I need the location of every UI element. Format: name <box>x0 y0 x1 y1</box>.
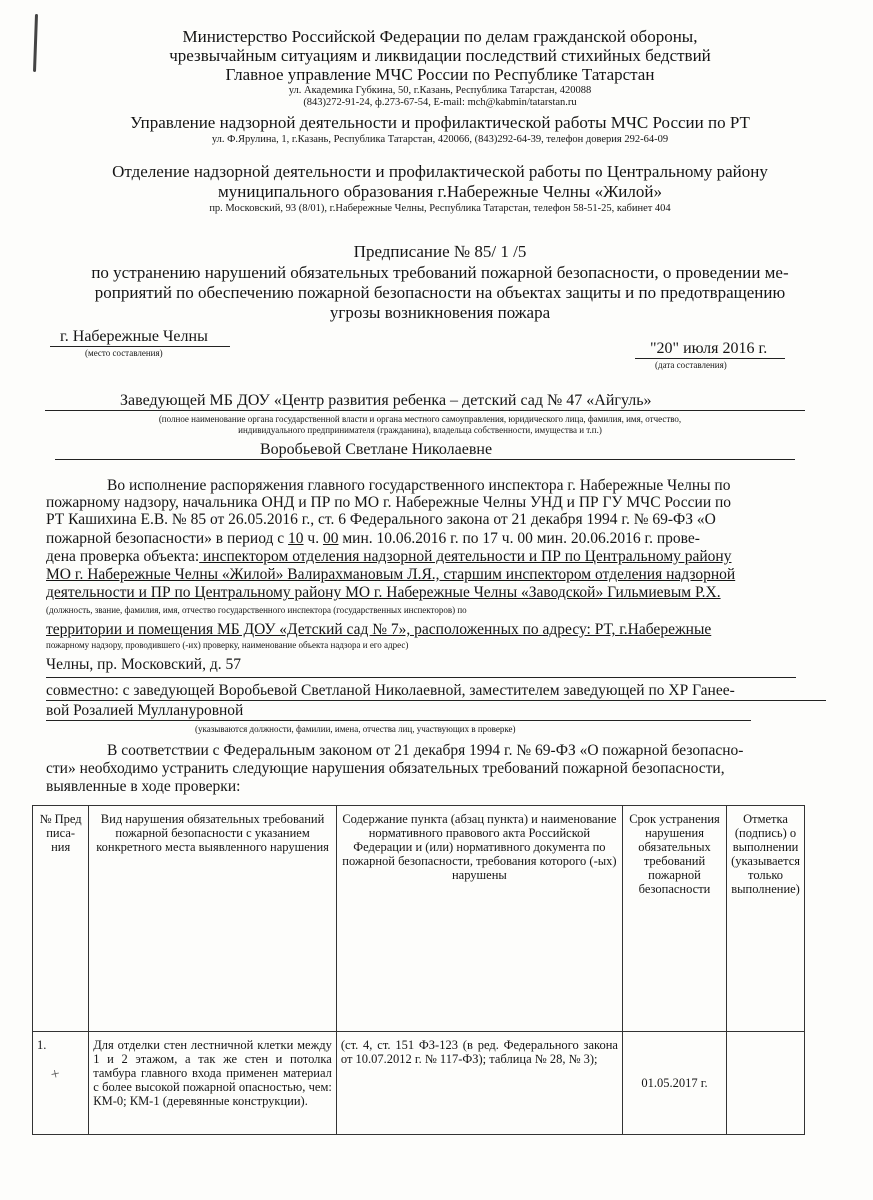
joint-line-1: совместно: с заведующей Воробьевой Светланой Николаевной, заместителем заведующей по ХР Ганее- <box>46 682 735 699</box>
para1-line5: дена проверка объекта: инспектором отделения надзорной деятельности и ПР по Центральному району <box>46 548 732 565</box>
header-violation: Вид нарушения обязательных требований пожарной безопасности с указанием конкретного места выявленного нарушения <box>89 806 337 1032</box>
ministry-line-2: чрезвычайным ситуациям и ликвидации последствий стихийных бедствий <box>169 46 711 65</box>
main-department: Главное управление МЧС России по Республике Татарстан <box>225 65 655 84</box>
para1-line3: РТ Кашихина Е.В. № 85 от 26.05.2016 г., ст. 6 Федерального закона от 21 декабря 1994 г. № 69-ФЗ «О <box>46 511 716 528</box>
inspector-caption-1: (должность, звание, фамилия, имя, отчество государственного инспектора (государственных инспекторов) по <box>46 605 467 615</box>
subject-line-1: по устранению нарушений обязательных требований пожарной безопасности, о проведении ме- <box>91 263 789 282</box>
place-caption: (место составления) <box>85 348 163 358</box>
table-header-row <box>33 806 805 1032</box>
para1-line6: МО г. Набережные Челны «Жилой» Валирахмановым Л.Я., старшим инспектором отделения надзорной <box>46 566 736 583</box>
para1-line7: деятельности и ПР по Центральному району МО г. Набережные Челны «Заводской» Гильмиевым Р.Х. <box>46 584 721 601</box>
header-norm: Содержание пункта (абзац пункта) и наименование нормативного правового акта Российской Федерации и (или) нормативного документа по пожарной безопасности, требования которого (-ых) нарушены <box>336 806 622 1032</box>
main-dept-address: ул. Академика Губкина, 50, г.Казань, Республика Татарстан, 420088 <box>288 85 592 96</box>
prescription-number: Предписание № 85/ 1 /5 <box>353 242 527 261</box>
para2-line1: В соответствии с Федеральным законом от 21 декабря 1994 г. № 69-ФЗ «О пожарной безопасно- <box>107 742 744 759</box>
para2-line3: выявленные в ходе проверки: <box>46 778 241 795</box>
para1-line9: Челны, пр. Московский, д. 57 <box>46 656 241 673</box>
date-caption: (дата составления) <box>655 360 727 370</box>
place-of-issue: г. Набережные Челны <box>60 328 208 345</box>
date-of-issue: "20" июля 2016 г. <box>650 340 768 357</box>
subject-line-2: роприятий по обеспечению пожарной безопасности на объектах защиты и по предотвращению <box>94 283 786 302</box>
para2-line2: сти» необходимо устранить следующие нарушения обязательных требований пожарной безопасности, <box>46 760 725 777</box>
header-number: № Пред писа-ния <box>33 806 89 1032</box>
start-minute: 00 <box>322 530 339 547</box>
division-address: пр. Московский, 93 (8/01), г.Набережные Челны, Республика Татарстан, телефон 58-51-25, кабинет 404 <box>209 203 671 214</box>
row-violation: Для отделки стен лестничной клетки между 1 и 2 этажом, а так же стен и потолка тамбура главного входа применен материал с более высокой пожарной опасностью, чем: КМ-0; КМ-1 (деревянные конструкции). <box>89 1032 337 1135</box>
para1-line1: Во исполнение распоряжения главного государственного инспектора г. Набережные Челны по <box>107 477 731 494</box>
subject-line-3: угрозы возникновения пожара <box>329 303 551 322</box>
para1-line8: территории и помещения МБ ДОУ «Детский сад № 7», расположенных по адресу: РТ, г.Набережные <box>46 621 712 638</box>
directorate-title: Управление надзорной деятельности и профилактической работы МЧС России по РТ <box>130 113 750 132</box>
inspector-caption-2: пожарному надзору, проводившего (-их) проверку, наименование объекта надзора и его адрес) <box>46 640 409 650</box>
joint-caption: (указываются должности, фамилии, имена, отчества лиц, участвующих в проверке) <box>195 724 516 734</box>
para1-line2: пожарному надзору, начальника ОНД и ПР по МО г. Набережные Челны УНД и ПР ГУ МЧС России по <box>46 494 732 511</box>
start-hour: 10 <box>288 530 304 547</box>
division-line-2: муниципального образования г.Набережные Челны «Жилой» <box>218 182 662 201</box>
row-deadline: 01.05.2017 г. <box>622 1032 726 1135</box>
main-dept-contacts: (843)272-91-24, ф.273-67-54, E-mail: mch@kabmin/tatarstan.ru <box>303 97 577 108</box>
margin-pen-mark <box>33 14 38 72</box>
header-mark: Отметка (подпись) о выполнении (указывается только выполнение) <box>727 806 805 1032</box>
directorate-address: ул. Ф.Ярулина, 1, г.Казань, Республика Татарстан, 420066, (843)292-64-39, телефон доверия 292-64-09 <box>211 134 669 145</box>
recipient-caption-1: (полное наименование органа государственной власти и органа местного самоуправления, юридического лица, фамилия, имя, отчество, <box>158 414 682 424</box>
recipient-caption-2: индивидуального предпринимателя (гражданина), владельца собственности, имущества и т.п.) <box>238 425 602 435</box>
recipient-organization: Заведующей МБ ДОУ «Центр развития ребенка – детский сад № 47 «Айгуль» <box>120 392 652 409</box>
joint-line-2: вой Розалией Муллануровной <box>46 702 244 719</box>
row-number: 1. + <box>33 1032 89 1135</box>
row-norm: (ст. 4, ст. 151 ФЗ-123 (в ред. Федерального закона от 10.07.2012 г. № 117-ФЗ); таблица № 28, № 3); <box>336 1032 622 1135</box>
handwritten-mark: + <box>49 1065 62 1084</box>
ministry-line-1: Министерство Российской Федерации по делам гражданской обороны, <box>182 27 698 46</box>
division-line-1: Отделение надзорной деятельности и профилактической работы по Центральному району <box>112 162 768 181</box>
violations-table <box>32 805 805 1135</box>
recipient-person: Воробьевой Светлане Николаевне <box>260 441 493 458</box>
row-mark <box>727 1032 805 1135</box>
para1-line4: пожарной безопасности» в период с 10 ч. 00 мин. 10.06.2016 г. по 17 ч. 00 мин. 20.06.2016 г. прове- <box>46 530 700 547</box>
table-row <box>33 1032 805 1135</box>
header-deadline: Срок устранения нарушения обязательных требований пожарной безопасности <box>622 806 726 1032</box>
